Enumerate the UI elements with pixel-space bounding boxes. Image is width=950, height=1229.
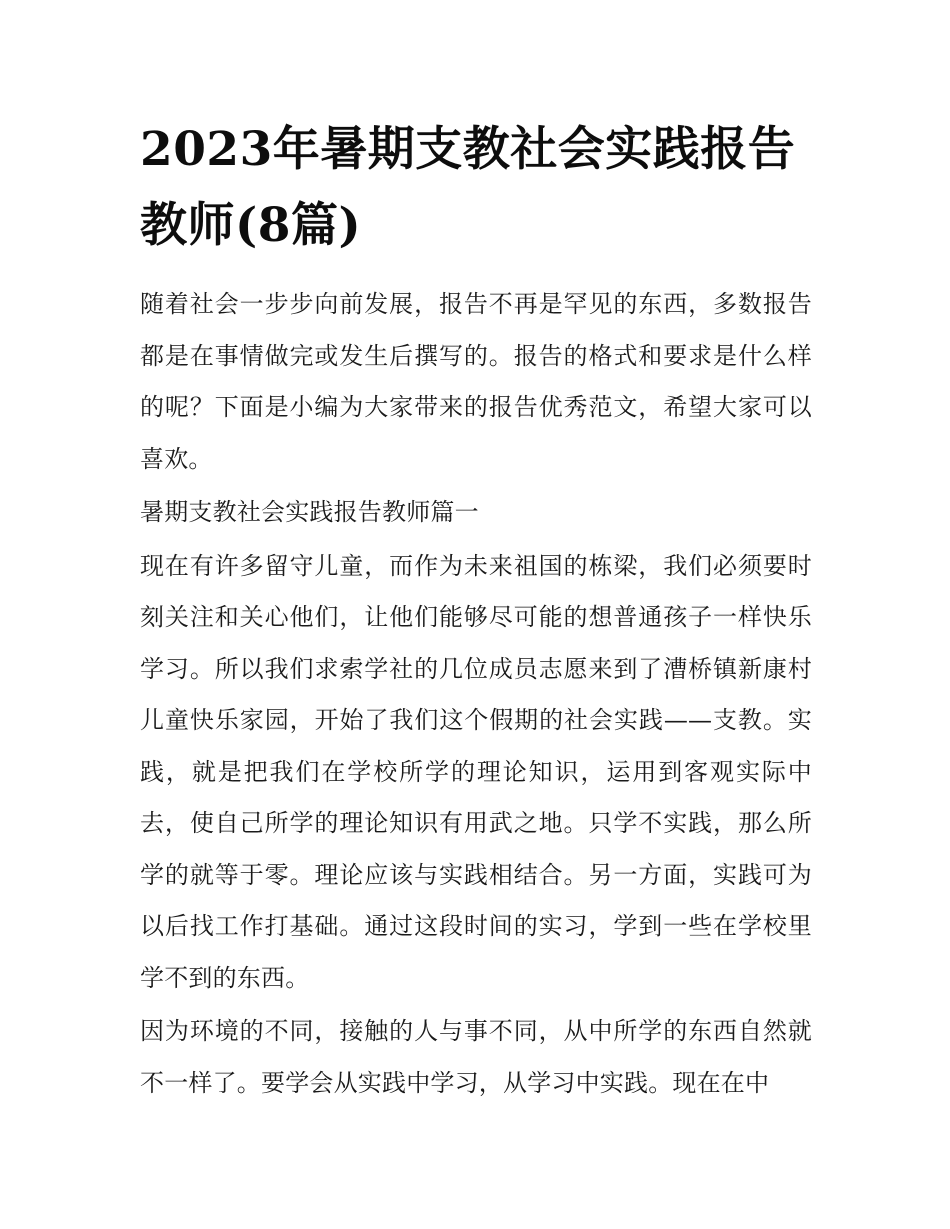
body-paragraph-1: 现在有许多留守儿童，而作为未来祖国的栋梁，我们必须要时刻关注和关心他们，让他们能够尽可能的想普通孩子一样快乐学习。所以我们求索学社的几位成员志愿来到了漕桥镇新康村儿童快乐家园，开始了我们这个假期的社会实践——支教。实践，就是把我们在学校所学的理论知识，运用到客观实际中去，使自己所学的理论知识有用武之地。只学不实践，那么所学的就等于零。理论应该与实践相结合。另一方面，实践可为以后找工作打基础。通过这段时间的实习，学到一些在学校里学不到的东西。 — [140, 551, 812, 992]
section-heading: 暑期支教社会实践报告教师篇一 — [140, 498, 479, 526]
document-title: 2023年暑期支教社会实践报告教师(8篇) — [140, 122, 796, 253]
body-paragraph-2: 因为环境的不同，接触的人与事不同，从中所学的东西自然就不一样了。要学会从实践中学习，从学习中实践。现在在中 — [140, 1017, 812, 1097]
intro-paragraph: 随着社会一步步向前发展，报告不再是罕见的东西，多数报告都是在事情做完或发生后撰写的。报告的格式和要求是什么样的呢？下面是小编为大家带来的报告优秀范文，希望大家可以喜欢。 — [140, 290, 812, 473]
document-page — [140, 112, 812, 1109]
